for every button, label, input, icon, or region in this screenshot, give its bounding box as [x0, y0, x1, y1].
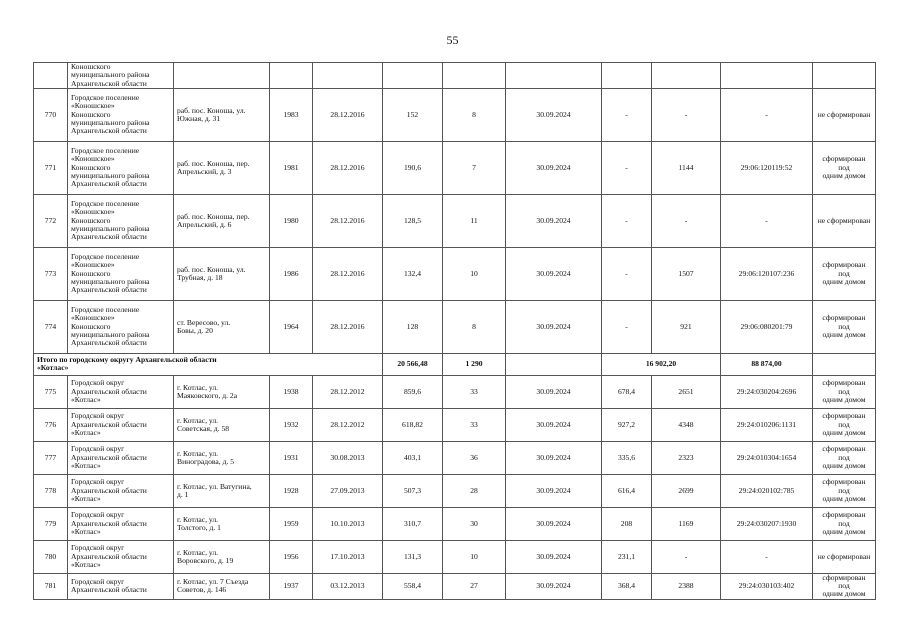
address-cell-line: г. Котлас, ул. — [177, 382, 219, 392]
table-row — [34, 441, 876, 474]
address-cell-line: раб. пос. Коноша, пер. — [177, 158, 250, 168]
total-label — [34, 353, 383, 375]
table-row — [34, 141, 876, 194]
area-cell: 128,5 — [383, 194, 443, 247]
municipality-cell — [68, 247, 174, 300]
housing-registry-table — [33, 62, 876, 600]
total-cadastral-value: 88 874,00 — [721, 353, 813, 375]
status-cell — [813, 474, 876, 507]
table-row — [34, 88, 876, 141]
year-cell: 1938 — [270, 375, 313, 408]
status-cell-line: одним домом — [822, 171, 866, 181]
status-cell-line: сформирован под — [822, 510, 866, 528]
cadastral-value-cell: - — [652, 540, 721, 573]
municipality-cell-line: Архангельской области — [71, 518, 147, 528]
area-cell: 507,3 — [383, 474, 443, 507]
municipality-cell-line: Архангельской области — [71, 78, 147, 88]
table-row — [34, 247, 876, 300]
land-area-cell: 927,2 — [602, 408, 652, 441]
status-cell-line: сформирован под — [822, 444, 866, 462]
total-empty-cell — [506, 353, 602, 375]
status-cell-line: одним домом — [822, 527, 866, 537]
municipality-cell-line: Архангельской области — [71, 551, 147, 561]
total-land-area: 16 902,20 — [602, 353, 721, 375]
year-cell: 1980 — [270, 194, 313, 247]
municipality-cell — [68, 474, 174, 507]
table-row — [34, 300, 876, 353]
cadastral-value-cell: - — [652, 194, 721, 247]
total-row — [34, 353, 876, 375]
area-cell: 190,6 — [383, 141, 443, 194]
year-cell: 1964 — [270, 300, 313, 353]
deadline-cell: 30.09.2024 — [506, 474, 602, 507]
status-cell — [813, 441, 876, 474]
land-area-cell: 208 — [602, 507, 652, 540]
status-cell-line: одним домом — [822, 277, 866, 287]
address-cell-line: г. Котлас, ул. — [177, 415, 219, 425]
land-area-cell: 678,4 — [602, 375, 652, 408]
deadline-cell: 30.09.2024 — [506, 507, 602, 540]
table-row — [34, 375, 876, 408]
year-cell: 1932 — [270, 408, 313, 441]
rows-bottom — [34, 375, 876, 599]
municipality-cell-line: Архангельской области — [71, 338, 147, 348]
municipality-cell-line: муниципального района — [71, 171, 150, 181]
cadastral-number-cell: - — [721, 194, 813, 247]
year-cell: 1937 — [270, 573, 313, 599]
row-number-cell — [34, 63, 68, 89]
municipality-cell — [68, 300, 174, 353]
row-number-cell: 776 — [34, 408, 68, 441]
municipality-cell — [68, 507, 174, 540]
address-cell — [174, 300, 270, 353]
municipality-cell-line: Городское поселение — [71, 199, 140, 209]
row-number-cell: 779 — [34, 507, 68, 540]
table-row — [34, 63, 876, 89]
municipality-cell — [68, 573, 174, 599]
deadline-cell: 30.09.2024 — [506, 247, 602, 300]
cadastral-value-cell: 1144 — [652, 141, 721, 194]
residents-cell: 33 — [443, 375, 506, 408]
recognition-date-cell: 28.12.2016 — [313, 247, 383, 300]
municipality-cell-line: «Котлас» — [71, 428, 101, 438]
municipality-cell-line: «Коношское» — [71, 313, 115, 323]
address-cell-line: г. Котлас, ул. 7 Съезда — [177, 577, 249, 587]
total-section — [34, 353, 876, 375]
municipality-cell-line: Городской округ — [71, 477, 125, 487]
cadastral-number-cell — [721, 63, 813, 89]
status-cell-line: сформирован под — [822, 411, 866, 429]
municipality-cell-line: муниципального района — [71, 224, 150, 234]
rows-top — [34, 63, 876, 354]
municipality-cell — [68, 540, 174, 573]
cadastral-number-cell: 29:24:030204:2696 — [721, 375, 813, 408]
cadastral-value-cell: 1507 — [652, 247, 721, 300]
status-cell-line: не сформирован — [817, 109, 871, 119]
row-number-cell: 778 — [34, 474, 68, 507]
recognition-date-cell: 28.12.2012 — [313, 375, 383, 408]
deadline-cell: 30.09.2024 — [506, 300, 602, 353]
municipality-cell-line: муниципального района — [71, 330, 150, 340]
address-cell-line: г. Котлас, ул. — [177, 547, 219, 557]
municipality-cell-line: Архангельской области — [71, 485, 147, 495]
year-cell — [270, 63, 313, 89]
row-number-cell: 775 — [34, 375, 68, 408]
municipality-cell-line: Архангельской области — [71, 585, 147, 595]
year-cell: 1931 — [270, 441, 313, 474]
municipality-cell-line: Архангельской области — [71, 419, 147, 429]
municipality-cell-line: Архангельской области — [71, 179, 147, 189]
address-cell-line: Южная, д. 31 — [177, 113, 221, 123]
municipality-cell-line: Городской округ — [71, 543, 125, 553]
address-cell — [174, 540, 270, 573]
table-row — [34, 507, 876, 540]
cadastral-value-cell: - — [652, 88, 721, 141]
table-row — [34, 194, 876, 247]
address-cell-line: Советская, д. 58 — [177, 423, 230, 433]
land-area-cell: 616,4 — [602, 474, 652, 507]
municipality-cell-line: муниципального района — [71, 118, 150, 128]
address-cell — [174, 408, 270, 441]
area-cell: 310,7 — [383, 507, 443, 540]
row-number-cell: 770 — [34, 88, 68, 141]
municipality-cell-line: «Коношское» — [71, 260, 115, 270]
municipality-cell-line: «Котлас» — [71, 461, 101, 471]
status-cell — [813, 88, 876, 141]
land-area-cell: - — [602, 141, 652, 194]
municipality-cell-line: Городской округ — [71, 378, 125, 388]
municipality-cell — [68, 141, 174, 194]
municipality-cell-line: «Коношское» — [71, 207, 115, 217]
municipality-cell-line: Коношского — [71, 109, 111, 119]
row-number-cell: 777 — [34, 441, 68, 474]
year-cell: 1983 — [270, 88, 313, 141]
cadastral-number-cell: 29:24:010304:1654 — [721, 441, 813, 474]
residents-cell: 36 — [443, 441, 506, 474]
address-cell — [174, 247, 270, 300]
deadline-cell: 30.09.2024 — [506, 540, 602, 573]
status-cell — [813, 408, 876, 441]
status-cell — [813, 141, 876, 194]
cadastral-number-cell: 29:24:020102:785 — [721, 474, 813, 507]
municipality-cell-line: Архангельской области — [71, 285, 147, 295]
year-cell: 1959 — [270, 507, 313, 540]
row-number-cell: 773 — [34, 247, 68, 300]
area-cell: 128 — [383, 300, 443, 353]
deadline-cell: 30.09.2024 — [506, 441, 602, 474]
recognition-date-cell: 10.10.2013 — [313, 507, 383, 540]
status-cell — [813, 63, 876, 89]
recognition-date-cell: 28.12.2012 — [313, 408, 383, 441]
area-cell — [383, 63, 443, 89]
land-area-cell — [602, 63, 652, 89]
total-residents: 1 290 — [443, 353, 506, 375]
municipality-cell-line: «Котлас» — [71, 494, 101, 504]
municipality-cell-line: муниципального района — [71, 70, 150, 80]
cadastral-value-cell: 2699 — [652, 474, 721, 507]
status-cell — [813, 540, 876, 573]
total-label-line: Итого по городскому округу Архангельской области — [37, 355, 217, 365]
cadastral-number-cell: 29:06:120119:52 — [721, 141, 813, 194]
status-cell — [813, 247, 876, 300]
deadline-cell: 30.09.2024 — [506, 88, 602, 141]
row-number-cell: 781 — [34, 573, 68, 599]
area-cell: 618,82 — [383, 408, 443, 441]
status-cell-line: не сформирован — [817, 215, 871, 225]
row-number-cell: 771 — [34, 141, 68, 194]
status-cell-line: одним домом — [822, 330, 866, 340]
address-cell-line: Маяковского, д. 2а — [177, 390, 238, 400]
residents-cell: 8 — [443, 88, 506, 141]
row-number-cell: 772 — [34, 194, 68, 247]
residents-cell: 28 — [443, 474, 506, 507]
municipality-cell — [68, 375, 174, 408]
address-cell-line: д. 1 — [177, 489, 189, 499]
residents-cell — [443, 63, 506, 89]
year-cell: 1928 — [270, 474, 313, 507]
status-cell-line: не сформирован — [817, 551, 871, 561]
municipality-cell-line: «Котлас» — [71, 527, 101, 537]
deadline-cell: 30.09.2024 — [506, 573, 602, 599]
recognition-date-cell: 03.12.2013 — [313, 573, 383, 599]
area-cell: 558,4 — [383, 573, 443, 599]
residents-cell: 10 — [443, 247, 506, 300]
recognition-date-cell: 27.09.2013 — [313, 474, 383, 507]
address-cell-line: Апрельский, д. 6 — [177, 219, 232, 229]
municipality-cell-line: «Котлас» — [71, 560, 101, 570]
municipality-cell-line: Коношского — [71, 215, 111, 225]
cadastral-number-cell: 29:06:080201:79 — [721, 300, 813, 353]
status-cell-line: сформирован под — [822, 260, 866, 278]
municipality-cell-line: Архангельской области — [71, 386, 147, 396]
recognition-date-cell: 30.08.2013 — [313, 441, 383, 474]
address-cell — [174, 141, 270, 194]
status-cell-line: сформирован под — [822, 378, 866, 396]
deadline-cell: 30.09.2024 — [506, 141, 602, 194]
municipality-cell-line: Коношского — [71, 62, 111, 71]
address-cell — [174, 573, 270, 599]
municipality-cell-line: Городское поселение — [71, 93, 140, 103]
table-row — [34, 474, 876, 507]
recognition-date-cell: 28.12.2016 — [313, 88, 383, 141]
status-cell — [813, 507, 876, 540]
cadastral-number-cell: 29:24:030103:402 — [721, 573, 813, 599]
address-cell-line: г. Котлас, ул. — [177, 448, 219, 458]
cadastral-number-cell: 29:24:030207:1930 — [721, 507, 813, 540]
status-cell-line: сформирован под — [822, 154, 866, 172]
address-cell-line: Толстого, д. 1 — [177, 522, 221, 532]
year-cell: 1981 — [270, 141, 313, 194]
status-cell-line: сформирован под — [822, 313, 866, 331]
address-cell-line: раб. пос. Коноша, пер. — [177, 211, 250, 221]
address-cell — [174, 375, 270, 408]
residents-cell: 30 — [443, 507, 506, 540]
residents-cell: 11 — [443, 194, 506, 247]
address-cell-line: Воровского, д. 19 — [177, 555, 234, 565]
recognition-date-cell: 28.12.2016 — [313, 300, 383, 353]
status-cell-line: сформирован под — [822, 477, 866, 495]
residents-cell: 8 — [443, 300, 506, 353]
status-cell-line: одним домом — [822, 461, 866, 471]
residents-cell: 27 — [443, 573, 506, 599]
row-number-cell: 780 — [34, 540, 68, 573]
municipality-cell — [68, 408, 174, 441]
table-row — [34, 573, 876, 599]
cadastral-value-cell: 4348 — [652, 408, 721, 441]
page-number: 55 — [446, 33, 459, 47]
municipality-cell — [68, 88, 174, 141]
land-area-cell: 231,1 — [602, 540, 652, 573]
cadastral-number-cell: 29:24:010206:1131 — [721, 408, 813, 441]
municipality-cell — [68, 194, 174, 247]
land-area-cell: - — [602, 88, 652, 141]
status-cell — [813, 375, 876, 408]
address-cell — [174, 441, 270, 474]
address-cell-line: Трубная, д. 18 — [177, 272, 223, 282]
cadastral-value-cell: 921 — [652, 300, 721, 353]
address-cell-line: Апрельский, д. 3 — [177, 166, 232, 176]
municipality-cell-line: Архангельской области — [71, 126, 147, 136]
year-cell: 1986 — [270, 247, 313, 300]
area-cell: 152 — [383, 88, 443, 141]
municipality-cell-line: Городской округ — [71, 577, 125, 587]
status-cell — [813, 194, 876, 247]
deadline-cell: 30.09.2024 — [506, 194, 602, 247]
land-area-cell: - — [602, 247, 652, 300]
deadline-cell — [506, 63, 602, 89]
cadastral-value-cell: 2323 — [652, 441, 721, 474]
municipality-cell-line: «Коношское» — [71, 154, 115, 164]
municipality-cell-line: Городской округ — [71, 444, 125, 454]
total-area: 20 566,48 — [383, 353, 443, 375]
cadastral-value-cell — [652, 63, 721, 89]
recognition-date-cell: 17.10.2013 — [313, 540, 383, 573]
municipality-cell-line: Городское поселение — [71, 305, 140, 315]
total-label-line: «Котлас» — [37, 363, 69, 373]
status-cell — [813, 300, 876, 353]
address-cell — [174, 194, 270, 247]
status-cell-line: одним домом — [822, 589, 866, 599]
municipality-cell-line: «Котлас» — [71, 395, 101, 405]
area-cell: 403,1 — [383, 441, 443, 474]
status-cell-line: одним домом — [822, 395, 866, 405]
address-cell-line: Бовы, д. 20 — [177, 325, 213, 335]
deadline-cell: 30.09.2024 — [506, 408, 602, 441]
address-cell-line: раб. пос. Коноша, ул. — [177, 105, 246, 115]
recognition-date-cell: 28.12.2016 — [313, 194, 383, 247]
municipality-cell — [68, 63, 174, 89]
cadastral-value-cell: 2651 — [652, 375, 721, 408]
land-area-cell: - — [602, 194, 652, 247]
table-row — [34, 408, 876, 441]
total-empty-cell — [813, 353, 876, 375]
table-row — [34, 540, 876, 573]
cadastral-number-cell: - — [721, 540, 813, 573]
status-cell — [813, 573, 876, 599]
address-cell — [174, 474, 270, 507]
address-cell — [174, 507, 270, 540]
land-area-cell: 368,4 — [602, 573, 652, 599]
status-cell-line: одним домом — [822, 428, 866, 438]
municipality-cell-line: Коношского — [71, 162, 111, 172]
address-cell-line: ст. Вересово, ул. — [177, 317, 231, 327]
municipality-cell-line: Городское поселение — [71, 252, 140, 262]
municipality-cell — [68, 441, 174, 474]
cadastral-value-cell: 1169 — [652, 507, 721, 540]
status-cell-line: одним домом — [822, 494, 866, 504]
municipality-cell-line: муниципального района — [71, 277, 150, 287]
address-cell — [174, 88, 270, 141]
municipality-cell-line: Городское поселение — [71, 146, 140, 156]
municipality-cell-line: «Коношское» — [71, 101, 115, 111]
municipality-cell-line: Коношского — [71, 268, 111, 278]
address-cell-line: раб. пос. Коноша, ул. — [177, 264, 246, 274]
area-cell: 132,4 — [383, 247, 443, 300]
municipality-cell-line: Городской округ — [71, 510, 125, 520]
municipality-cell-line: Коношского — [71, 321, 111, 331]
area-cell: 859,6 — [383, 375, 443, 408]
residents-cell: 7 — [443, 141, 506, 194]
recognition-date-cell — [313, 63, 383, 89]
land-area-cell: - — [602, 300, 652, 353]
municipality-cell-line: Архангельской области — [71, 452, 147, 462]
cadastral-number-cell: 29:06:120107:236 — [721, 247, 813, 300]
land-area-cell: 335,6 — [602, 441, 652, 474]
address-cell-line: Виноградова, д. 5 — [177, 456, 235, 466]
address-cell-line: г. Котлас, ул. — [177, 514, 219, 524]
municipality-cell-line: Архангельской области — [71, 232, 147, 242]
deadline-cell: 30.09.2024 — [506, 375, 602, 408]
address-cell-line: г. Котлас, ул. Ватугина, — [177, 481, 252, 491]
cadastral-value-cell: 2388 — [652, 573, 721, 599]
area-cell: 131,3 — [383, 540, 443, 573]
year-cell: 1956 — [270, 540, 313, 573]
residents-cell: 33 — [443, 408, 506, 441]
municipality-cell-line: Городской округ — [71, 411, 125, 421]
residents-cell: 10 — [443, 540, 506, 573]
status-cell-line: сформирован под — [822, 573, 866, 591]
row-number-cell: 774 — [34, 300, 68, 353]
recognition-date-cell: 28.12.2016 — [313, 141, 383, 194]
cadastral-number-cell: - — [721, 88, 813, 141]
address-cell-line: Советов, д. 146 — [177, 585, 227, 595]
address-cell — [174, 63, 270, 89]
